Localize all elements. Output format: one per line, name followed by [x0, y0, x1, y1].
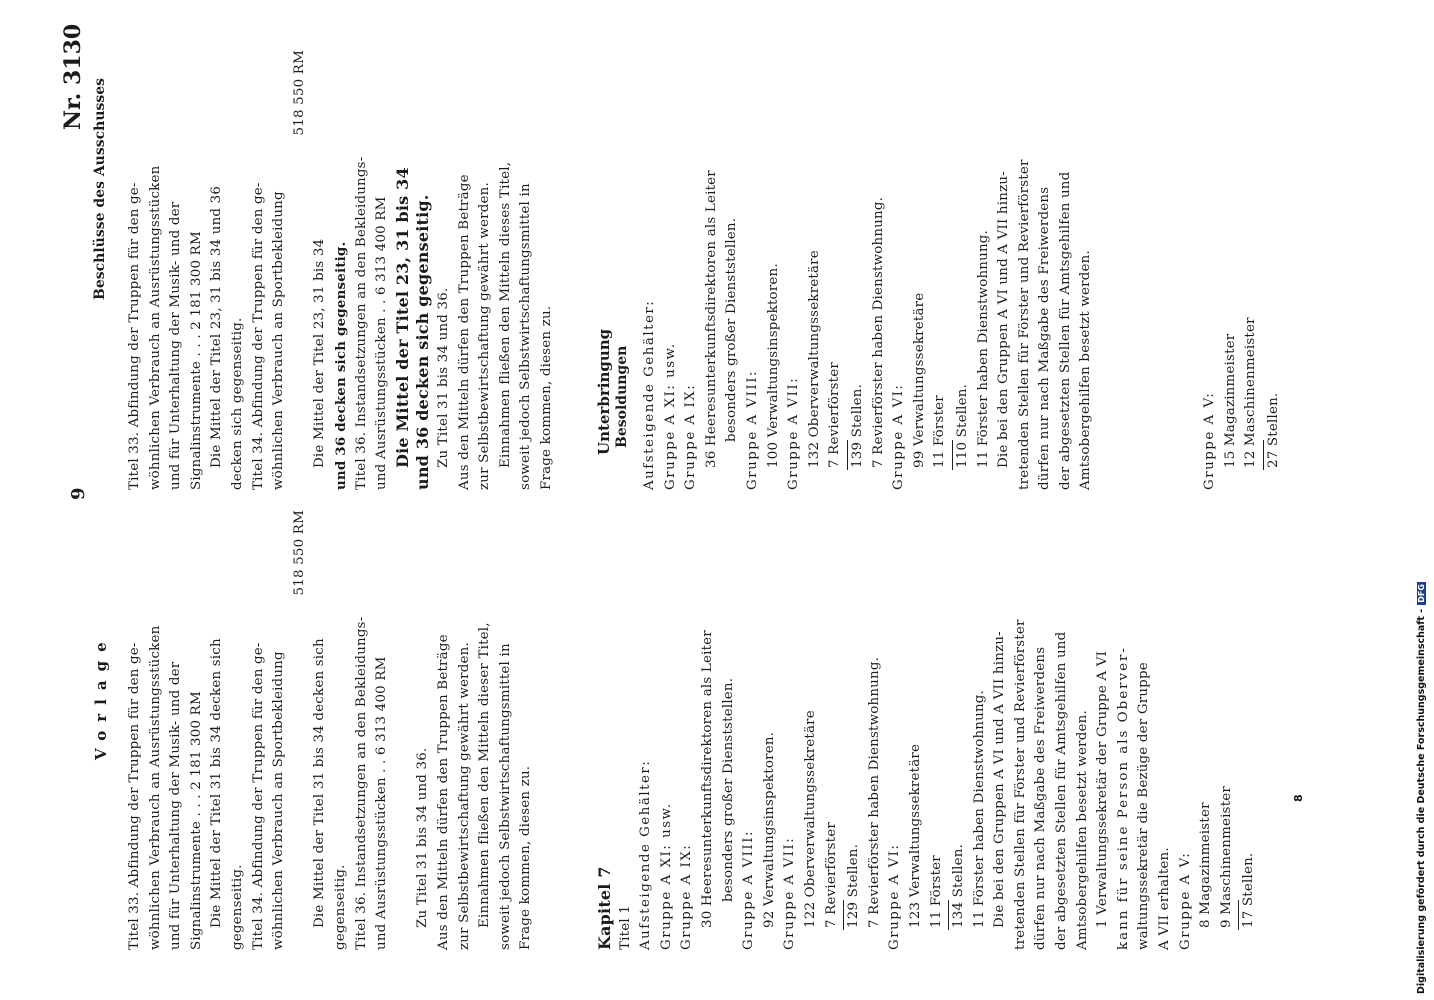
text-line: 123 Verwaltungssekretäre	[907, 743, 923, 928]
text-line: Gruppe A VII:	[786, 376, 802, 490]
text-line: 27 Stellen.	[1265, 392, 1281, 468]
text-line: Die Mittel der Titel 31 bis 34 decken sich	[209, 638, 225, 928]
text-line: soweit jedoch Selbstwirtschaftungsmittel in	[518, 183, 534, 490]
text-line: soweit jedoch Selbstwirtschaftungsmittel in	[497, 643, 513, 950]
left-title: Vorlage	[92, 633, 110, 760]
text-line: Einnahmen fließen den Mitteln dieser Titel,	[477, 622, 493, 928]
text-line: gegenseitig.	[229, 864, 245, 950]
text-line: und für Unterhaltung der Musik- und der	[168, 201, 184, 490]
text-line: Gruppe A IX:	[679, 843, 695, 950]
text-line: Gruppe A VIII:	[744, 369, 760, 490]
text-line: zur Selbstbewirtschaftung gewährt werden.	[456, 642, 472, 950]
text-line: waltungssekretär die Bezüge der Gruppe	[1136, 662, 1152, 950]
text-line: 30 Heeresunterkunftsdirektoren als Leiter	[699, 630, 715, 928]
text-line: zur Selbstbewirtschaftung gewährt werden.	[477, 182, 493, 490]
text-line: Titel 36. Instandsetzungen an den Bekleidungs-	[353, 616, 369, 950]
text-line: Titel 34. Abfindung der Truppen für den ge-	[250, 182, 266, 490]
text-line: Signalinstrumente . . . 2 181 300 RM	[188, 691, 204, 950]
text-line: Aus den Mitteln dürfen den Truppen Beträge	[435, 634, 451, 950]
dfg-logo: DFG	[1417, 584, 1426, 603]
text-line: Zu Titel 31 bis 34 und 36.	[415, 747, 431, 928]
text-line: Gruppe A VII:	[782, 836, 798, 950]
text-line: 129 Stellen.	[846, 843, 862, 928]
text-line: gegenseitig.	[332, 864, 348, 950]
text-line: Titel 36. Instandsetzungen an den Bekleidungs-	[353, 156, 369, 490]
text-line: Titel 33. Abfindung der Truppen für den ge-	[127, 182, 142, 490]
text-line: 11 Förster	[928, 855, 944, 928]
page-number: 9	[68, 487, 89, 500]
titel-heading: Titel 1	[617, 905, 633, 950]
text-line: tretenden Stellen für Förster und Revierförster	[1016, 159, 1032, 490]
text-line: 139 Stellen.	[849, 383, 865, 468]
digitization-footer	[1416, 582, 1427, 994]
text-line: 518 550 RM	[291, 50, 307, 136]
text-line: kann für seine Person als Oberver-	[1115, 646, 1131, 950]
text-line: 36 Heeresunterkunftsdirektoren als Leiter	[703, 170, 719, 468]
text-line: Die Mittel der Titel 23, 31 bis 34	[392, 167, 412, 468]
text-line: 1 Verwaltungssekretär der Gruppe A VI	[1095, 650, 1111, 928]
text-line: Gruppe A XI: usw.	[658, 802, 674, 950]
text-line: 15 Magazinmeister	[1222, 333, 1238, 468]
text-line: 11 Förster	[932, 395, 948, 468]
text-line: Zu Titel 31 bis 34 und 36.	[435, 287, 451, 468]
text-line: 99 Verwaltungssekretäre	[911, 292, 927, 468]
text-line: Die Mittel der Titel 31 bis 34 decken sich	[312, 638, 328, 928]
text-line: Einnahmen fließen den Mitteln dieses Titel,	[497, 161, 513, 468]
kapitel-heading: Kapitel 7	[595, 866, 614, 950]
text-line: 518 550 RM	[291, 510, 307, 596]
text-line: tretenden Stellen für Förster und Revierförster	[1012, 619, 1028, 950]
text-line: 122 Oberverwaltungssekretäre	[802, 710, 818, 928]
right-lower-column	[640, 50, 1284, 490]
text-line: besonders großer Dienststellen.	[724, 217, 740, 442]
text-line: 134 Stellen.	[951, 843, 967, 928]
text-line: dürfen nur nach Maßgabe des Freiwerdens	[1033, 646, 1049, 950]
text-line: der abgesetzten Stellen für Amtsgehilfen und	[1057, 171, 1073, 490]
spacer-line	[1097, 50, 1118, 490]
text-line: Amtsobergehilfen besetzt werden.	[1078, 250, 1094, 490]
text-line: wöhnlichen Verbrauch an Ausrüstungsstücken	[147, 625, 163, 950]
text-line: decken sich gegenseitig.	[229, 317, 245, 490]
text-line: 17 Stellen.	[1241, 852, 1257, 928]
text-line: Gruppe A XI: usw.	[662, 342, 678, 490]
text-line: Gruppe A V:	[1202, 391, 1218, 490]
text-line: Gruppe A VIII:	[741, 829, 757, 950]
text-line: und für Unterhaltung der Musik- und der	[168, 661, 184, 950]
footer-page-number: 8	[1292, 794, 1305, 802]
text-line: Signalinstrumente . . . 2 181 300 RM	[188, 231, 204, 490]
digitization-text: Digitalisierung gefördert durch die Deutsche Forschungsgemeinschaft -	[1416, 608, 1427, 994]
text-line: und 36 decken sich gegenseitig.	[413, 194, 433, 490]
text-line: Frage kommen, diesen zu.	[538, 305, 554, 490]
text-line: 7 Revierförster haben Dienstwohnung.	[870, 196, 886, 468]
text-line: Gruppe A V:	[1177, 851, 1193, 950]
text-line: und 36 decken sich gegenseitig.	[332, 241, 349, 490]
text-line: Gruppe A VI:	[887, 843, 903, 950]
text-line: und Ausrüstungsstücken . . 6 313 400 RM	[374, 656, 390, 950]
text-line: Aufsteigende Gehälter:	[638, 759, 654, 950]
spacer-line	[393, 510, 414, 950]
section-heading-besoldungen: Besoldungen	[614, 345, 630, 448]
text-line: 7 Revierförster haben Dienstwohnung.	[866, 656, 882, 928]
text-line: 100 Verwaltungsinspektoren.	[765, 263, 781, 468]
text-line: 7 Revierförster	[823, 822, 839, 928]
text-line: 9 Maschinenmeister	[1218, 785, 1234, 928]
text-line: Die Mittel der Titel 23, 31 bis 34 und 36	[209, 185, 225, 468]
text-line: A VII erhalten.	[1157, 847, 1173, 950]
left-upper-column	[125, 510, 537, 950]
text-line: 92 Verwaltungsinspektoren.	[761, 731, 777, 928]
text-line: der abgesetzten Stellen für Amtsgehilfen und	[1054, 631, 1070, 950]
document-number: Nr. 3130	[60, 23, 86, 130]
text-line: Aus den Mitteln dürfen den Truppen Beträge	[456, 174, 472, 490]
text-line: wöhnlichen Verbrauch an Sportbekleidung	[271, 191, 287, 490]
text-line: Gruppe A IX:	[683, 383, 699, 490]
text-line: besonders großer Dienststellen.	[720, 677, 736, 902]
text-line: Frage kommen, diesen zu.	[518, 765, 534, 950]
left-lower-column	[595, 510, 1260, 950]
text-line: Die bei den Gruppen A VI und A VII hinzu-	[996, 171, 1012, 468]
right-upper-column	[125, 50, 557, 490]
text-line: Aufsteigende Gehälter:	[642, 299, 657, 490]
text-line: Die bei den Gruppen A VI und A VII hinzu-	[992, 631, 1008, 928]
text-line: 110 Stellen.	[954, 383, 970, 468]
text-line: 8 Magazinmeister	[1198, 802, 1214, 928]
spacer-line	[1159, 50, 1180, 490]
text-line: Amtsobergehilfen besetzt werden.	[1074, 710, 1090, 950]
text-line: Die Mittel der Titel 23, 31 bis 34	[312, 238, 328, 468]
text-line: 11 Förster haben Dienstwohnung.	[975, 229, 991, 468]
spacer-line	[1118, 50, 1139, 490]
spacer-line	[1179, 50, 1200, 490]
text-line: dürfen nur nach Maßgabe des Freiwerdens	[1037, 186, 1053, 490]
text-line: wöhnlichen Verbrauch an Sportbekleidung	[271, 651, 287, 950]
text-line: wöhnlichen Verbrauch an Ausrüstungsstücken	[147, 165, 163, 490]
section-heading-unterbringung: Unterbringung	[595, 328, 613, 455]
text-line: Titel 34. Abfindung der Truppen für den ge-	[250, 642, 266, 950]
text-line: Gruppe A VI:	[891, 383, 907, 490]
text-line: Titel 33. Abfindung der Truppen für den ge-	[127, 642, 142, 950]
text-line: 7 Revierförster	[827, 362, 843, 468]
text-line: 132 Oberverwaltungssekretäre	[806, 250, 822, 468]
text-line: 11 Förster haben Dienstwohnung.	[971, 689, 987, 928]
spacer-line	[1138, 50, 1159, 490]
right-title: Beschlüsse des Ausschusses	[92, 77, 108, 300]
text-line: 12 Maschinenmeister	[1243, 317, 1259, 468]
text-line: und Ausrüstungsstücken . . 6 313 400 RM	[374, 196, 390, 490]
